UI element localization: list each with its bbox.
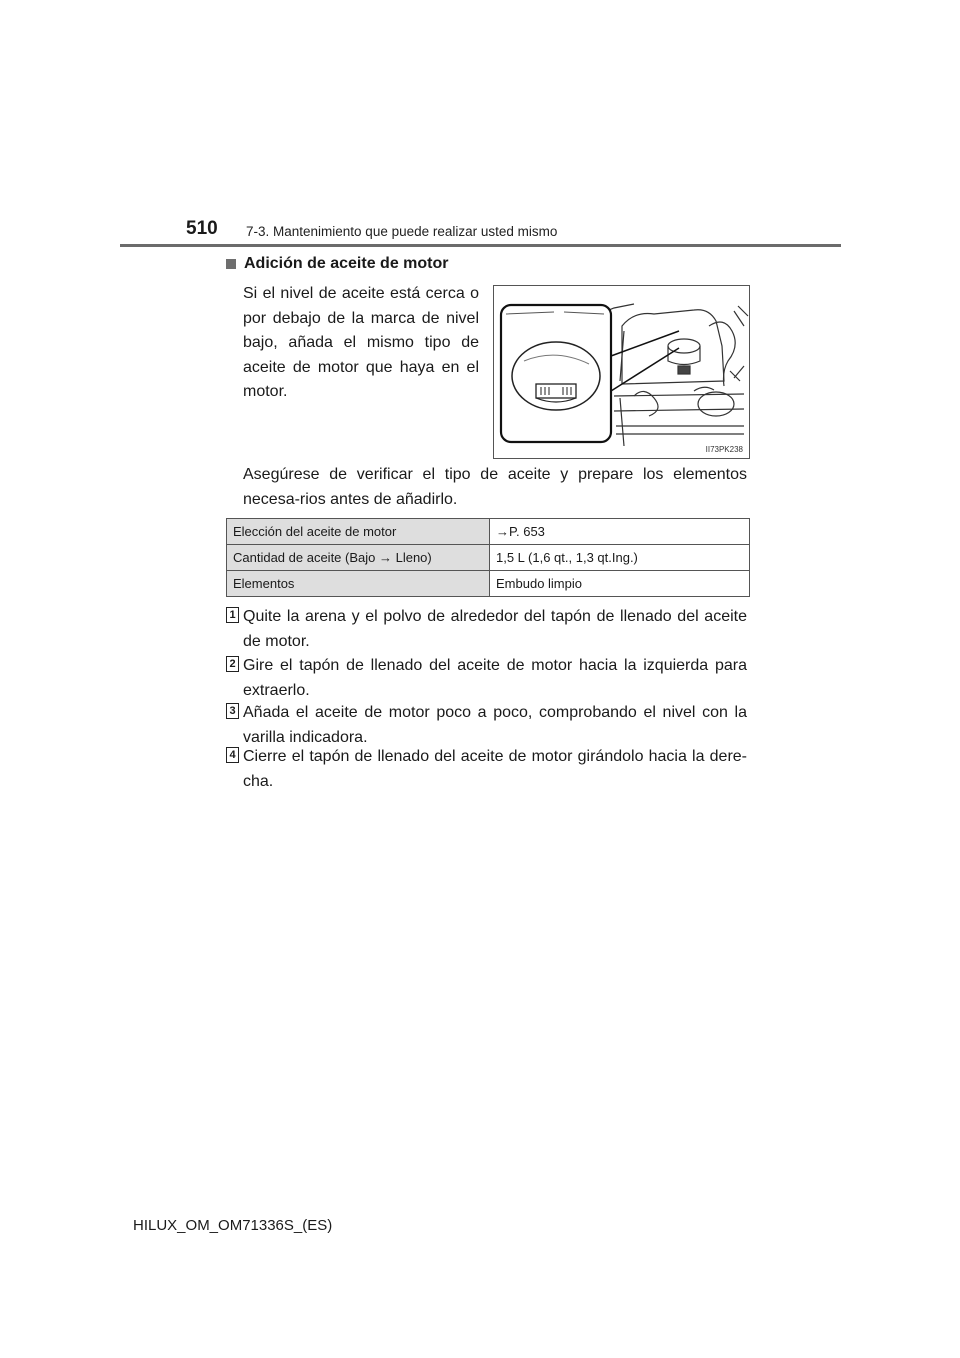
table-cell-label: Cantidad de aceite (Bajo → Lleno)	[227, 545, 490, 571]
table-cell-label: Elección del aceite de motor	[227, 519, 490, 545]
step-text: Gire el tapón de llenado del aceite de motor hacia la izquierda para extraerlo.	[243, 657, 747, 699]
table-row	[227, 571, 750, 597]
note-paragraph: Asegúrese de verificar el tipo de aceite y prepare los elementos necesa-rios antes de añadirlo.	[243, 466, 747, 508]
table-row	[227, 545, 750, 571]
subsection-heading-text: Adición de aceite de motor	[244, 255, 449, 272]
document-footer: HILUX_OM_OM71336S_(ES)	[133, 1217, 333, 1234]
section-title: 7-3. Mantenimiento que puede realizar usted mismo	[246, 224, 558, 239]
figure-code: II73PK238	[705, 445, 743, 454]
step-3	[226, 701, 747, 750]
step-number-badge: 3	[226, 703, 239, 719]
step-text: Cierre el tapón de llenado del aceite de motor girándolo hacia la dere-cha.	[243, 748, 747, 790]
step-4	[226, 745, 747, 794]
step-1	[226, 605, 747, 654]
bullet-square-icon	[226, 259, 236, 269]
step-text: Quite la arena y el polvo de alrededor del tapón de llenado del aceite de motor.	[243, 608, 747, 650]
table-row	[227, 519, 750, 545]
step-number-badge: 2	[226, 656, 239, 672]
table-cell-value: →P. 653	[490, 519, 750, 545]
page-number: 510	[186, 218, 218, 239]
intro-paragraph: Si el nivel de aceite está cerca o por debajo de la marca de nivel bajo, añada el mismo tipo de aceite de motor que haya en el motor.	[243, 285, 479, 400]
step-number-badge: 4	[226, 747, 239, 763]
step-number-badge: 1	[226, 607, 239, 623]
engine-bay-drawing	[494, 286, 750, 459]
engine-oil-cap-illustration	[493, 285, 750, 459]
table-cell-value: Embudo limpio	[490, 571, 750, 597]
step-2	[226, 654, 747, 703]
table-cell-label: Elementos	[227, 571, 490, 597]
subsection-heading	[226, 255, 448, 273]
step-text: Añada el aceite de motor poco a poco, comprobando el nivel con la varilla indicadora.	[243, 704, 747, 746]
table-cell-value: 1,5 L (1,6 qt., 1,3 qt.Ing.)	[490, 545, 750, 571]
oil-spec-table	[226, 518, 750, 597]
header-rule	[120, 244, 841, 247]
